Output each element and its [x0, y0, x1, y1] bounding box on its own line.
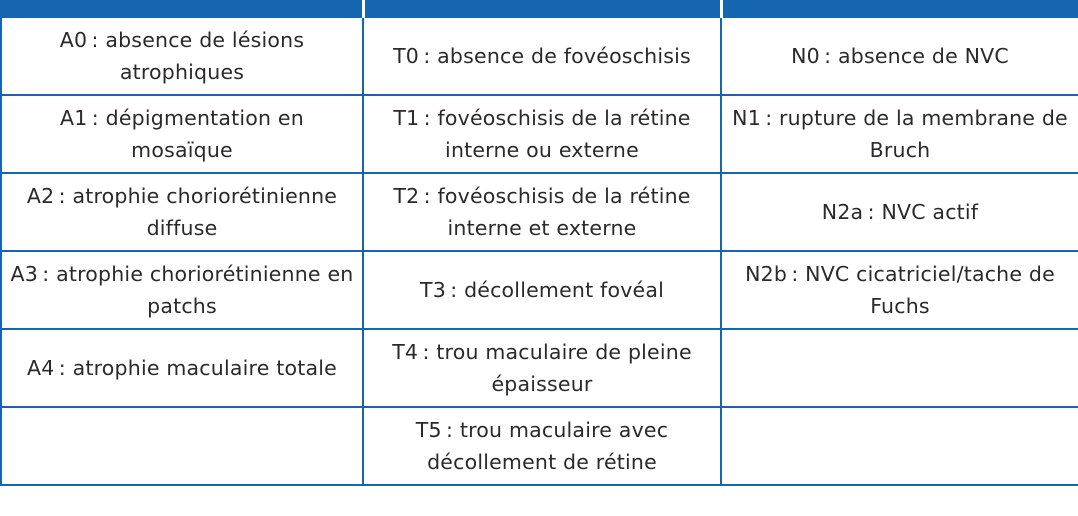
- table-cell-empty: [721, 407, 1078, 485]
- header-col-n: [721, 0, 1078, 17]
- table-cell: N1 : rupture de la membrane de Bruch: [721, 95, 1078, 173]
- table-cell: N0 : absence de NVC: [721, 17, 1078, 95]
- table-cell: A0 : absence de lésions atrophiques: [1, 17, 363, 95]
- table-cell: A2 : atrophie choriorétinienne diffuse: [1, 173, 363, 251]
- table-cell: N2b : NVC cicatriciel/tache de Fuchs: [721, 251, 1078, 329]
- table-row: [1, 251, 1078, 329]
- table-cell-empty: [1, 407, 363, 485]
- table-cell: T2 : fovéoschisis de la rétine interne et externe: [363, 173, 721, 251]
- table-cell: T5 : trou maculaire avec décollement de rétine: [363, 407, 721, 485]
- header-row: [1, 0, 1078, 17]
- table-row: [1, 329, 1078, 407]
- table-cell: A1 : dépigmentation en mosaïque: [1, 95, 363, 173]
- table-row: [1, 95, 1078, 173]
- table-cell: A4 : atrophie maculaire totale: [1, 329, 363, 407]
- header-col-t: [363, 0, 721, 17]
- table-cell: T1 : fovéoschisis de la rétine interne ou externe: [363, 95, 721, 173]
- table-cell-empty: [721, 329, 1078, 407]
- table-row: [1, 407, 1078, 485]
- table-row: [1, 173, 1078, 251]
- table-cell: T3 : décollement fovéal: [363, 251, 721, 329]
- table-row: [1, 17, 1078, 95]
- table-cell: T4 : trou maculaire de pleine épaisseur: [363, 329, 721, 407]
- table-cell: A3 : atrophie choriorétinienne en patchs: [1, 251, 363, 329]
- header-col-a: [1, 0, 363, 17]
- table-cell: T0 : absence de fovéoschisis: [363, 17, 721, 95]
- table-cell: N2a : NVC actif: [721, 173, 1078, 251]
